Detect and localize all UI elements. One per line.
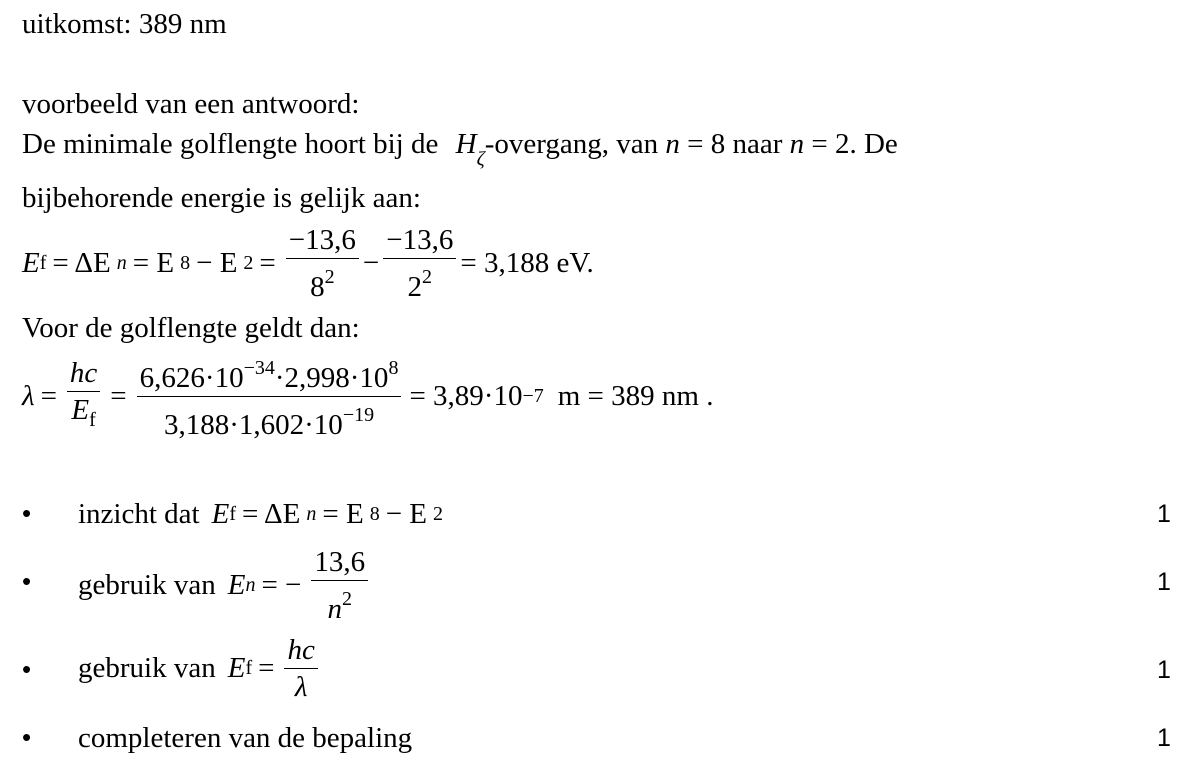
- den-8: 8: [310, 271, 325, 303]
- num-b: ·2,998·10: [274, 362, 389, 394]
- explanation-text-2: -overgang, van: [484, 128, 659, 160]
- c2-numerator: 13,6: [311, 544, 368, 581]
- num-b-exp: 8: [388, 357, 399, 379]
- den-8-exp: 2: [324, 266, 335, 288]
- explanation-text-1: De minimale golflengte hoort bij de: [22, 128, 439, 160]
- fraction-e2-numerator: −13,6: [383, 222, 456, 259]
- criterion-3: [78, 632, 322, 705]
- c2-n-sub: n: [245, 574, 256, 596]
- c1-minus-e2: − E: [385, 498, 428, 530]
- c3-ef-sub: f: [245, 657, 253, 679]
- minus-e2: − E: [196, 247, 238, 279]
- criterion-2-text: gebruik van: [78, 569, 216, 601]
- zeta-subscript: ζ: [476, 148, 485, 170]
- numeric-denominator: [137, 397, 402, 443]
- c1-ef-sub: f: [229, 503, 236, 525]
- criterion-2-bullet: •: [22, 566, 32, 596]
- ef-symbol: E: [22, 247, 40, 279]
- criterion-4-score: 1: [1157, 724, 1171, 752]
- criterion-1-score: 1: [1157, 500, 1171, 528]
- c1-n-sub: n: [306, 503, 317, 525]
- explanation-line-1: [22, 126, 898, 177]
- result-a-exp: −7: [522, 385, 544, 407]
- n-var-2: n: [789, 128, 805, 160]
- c2-den-exp: 2: [342, 588, 353, 610]
- criterion-1-text: inzicht dat: [78, 498, 200, 530]
- criterion-3-text: gebruik van: [78, 652, 216, 684]
- num-a-exp: −34: [243, 357, 275, 379]
- fraction-hc-ef: [67, 355, 100, 438]
- hc-numerator: hc: [67, 355, 100, 392]
- fraction-numeric: [137, 350, 402, 443]
- criterion-1-bullet: •: [22, 498, 32, 528]
- c1-e8-sub: 8: [369, 503, 380, 525]
- delta-en: = ΔE: [52, 247, 111, 279]
- equals-sign: =: [259, 247, 276, 279]
- den-2-exp: 2: [422, 266, 433, 288]
- lambda-symbol: λ: [22, 380, 35, 412]
- e2-subscript: 2: [243, 252, 254, 274]
- fraction-e8-numerator: −13,6: [286, 222, 359, 259]
- c1-delta-en: = ΔE: [241, 498, 301, 530]
- criterion-1: [78, 498, 443, 531]
- result-b: m = 389 nm .: [557, 380, 714, 412]
- ef-denominator: [67, 392, 100, 438]
- e8-subscript: 8: [180, 252, 191, 274]
- energy-result: = 3,188 eV.: [460, 247, 594, 279]
- fraction-e2: [383, 222, 456, 305]
- wavelength-intro: Voor de golflengte geldt dan:: [22, 312, 360, 344]
- energy-equation: [22, 222, 594, 305]
- h-symbol: H: [455, 128, 477, 160]
- c2-den-n: n: [327, 593, 343, 625]
- explanation-line-2: bijbehorende energie is gelijk aan:: [22, 182, 421, 214]
- n-var-1: n: [665, 128, 680, 160]
- criterion-4-bullet: •: [22, 722, 32, 752]
- criterion-4-text: completeren van de bepaling: [78, 722, 413, 754]
- en-subscript: n: [116, 252, 127, 274]
- c3-eq: =: [258, 652, 275, 684]
- fraction-e8-denominator: [286, 259, 359, 305]
- from-level: = 8 naar: [687, 128, 783, 160]
- c3-fraction: [284, 632, 317, 705]
- c3-numerator: hc: [284, 632, 317, 669]
- equals-sign-1: =: [40, 380, 57, 412]
- c2-en: E: [227, 569, 246, 601]
- numeric-numerator: [137, 350, 402, 397]
- c1-e8: = E: [322, 498, 364, 530]
- ef-sub: f: [89, 409, 96, 431]
- minus-sign: −: [362, 247, 380, 279]
- ef-base: E: [71, 394, 90, 426]
- num-a: 6,626·10: [139, 362, 244, 394]
- ef-subscript: f: [39, 252, 47, 274]
- wavelength-equation: [22, 350, 713, 443]
- den-2: 2: [407, 271, 423, 303]
- result-a: = 3,89·10: [409, 380, 523, 412]
- criterion-3-bullet: •: [22, 654, 32, 684]
- equals-sign-2: =: [110, 380, 127, 412]
- c2-fraction: [311, 544, 368, 627]
- result-text: uitkomst: 389 nm: [22, 8, 227, 40]
- c3-ef: E: [227, 652, 246, 684]
- example-heading: voorbeeld van een antwoord:: [22, 88, 360, 120]
- c2-eq-minus: = −: [261, 569, 302, 601]
- criterion-2: [78, 544, 372, 627]
- e8-symbol: = E: [132, 247, 175, 279]
- c2-denominator: [311, 581, 368, 627]
- criterion-3-score: 1: [1157, 656, 1171, 684]
- to-level: = 2. De: [811, 128, 898, 160]
- criterion-2-score: 1: [1157, 568, 1171, 596]
- result-line: [22, 6, 227, 42]
- c3-denominator: λ: [294, 671, 308, 703]
- c1-ef: E: [211, 498, 230, 530]
- den-a: 3,188·1,602·10: [163, 409, 343, 441]
- den-a-exp: −19: [342, 404, 375, 426]
- fraction-e2-denominator: [383, 259, 456, 305]
- fraction-e8: [286, 222, 359, 305]
- c1-e2-sub: 2: [433, 503, 444, 525]
